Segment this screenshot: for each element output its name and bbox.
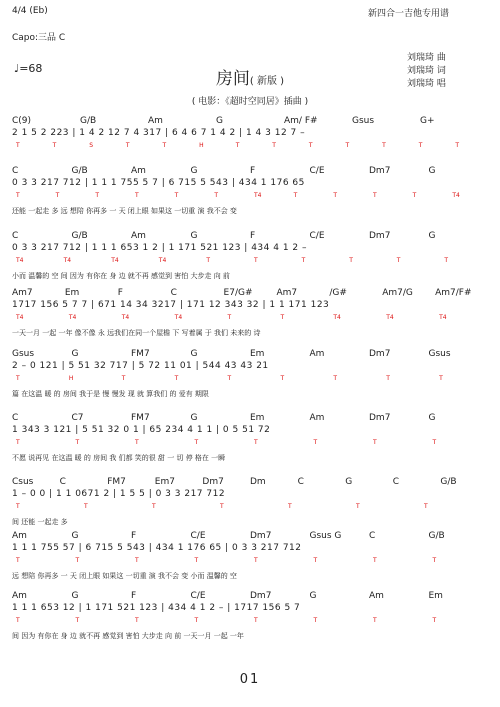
- technique-mark: T: [349, 257, 353, 264]
- chord-symbol: G: [309, 591, 317, 601]
- technique-row: [12, 257, 488, 271]
- chord-symbol: C/E: [309, 231, 325, 241]
- chord-symbol: Dm7: [250, 591, 272, 601]
- chord-symbol: Am: [309, 413, 325, 423]
- chord-symbol: Gsus G: [309, 531, 342, 541]
- technique-mark: T: [386, 375, 390, 382]
- note-row: [12, 425, 488, 439]
- chord-symbol: F: [117, 288, 123, 298]
- lyrics-row: [12, 389, 488, 401]
- lyrics-text: 间 因为 有你在 身 边 就不再 感觉到 害怕 大步走 向 前 一天一月 一起 一年: [12, 632, 244, 640]
- technique-mark: T4: [386, 314, 394, 321]
- technique-mark: T4: [254, 192, 262, 199]
- technique-mark: T: [16, 375, 20, 382]
- technique-mark: T: [220, 503, 224, 510]
- technique-mark: T4: [68, 314, 77, 321]
- chord-symbol: G: [71, 591, 79, 601]
- technique-mark: T: [439, 375, 443, 382]
- lyrics-row: [12, 206, 488, 218]
- chord-symbol: G: [190, 349, 198, 359]
- credit-lyricist: 刘瑞琦 词: [407, 66, 446, 76]
- technique-mark: T: [301, 257, 306, 264]
- technique-mark: T: [194, 439, 199, 446]
- note-row: [12, 300, 488, 314]
- lyrics-text: 还能 一起走 多 远 想陪 你再多 一 天 闭上眼 如果这 一切重 演 我不会 变: [12, 207, 237, 215]
- score-line: [12, 288, 488, 340]
- technique-mark: T: [55, 192, 60, 199]
- chord-symbol: C: [369, 531, 376, 541]
- technique-mark: T: [174, 192, 179, 199]
- chord-symbol: C/E: [190, 591, 206, 601]
- score-line: [12, 349, 488, 401]
- credit-singer: 刘瑞琦 唱: [407, 79, 446, 89]
- score-line: [12, 116, 488, 156]
- technique-mark: T: [382, 142, 386, 149]
- chord-symbol: FM7: [107, 477, 126, 487]
- chord-symbol: E7/G#: [223, 288, 253, 298]
- technique-mark: T: [125, 142, 130, 149]
- chord-symbol: Dm7: [369, 349, 391, 359]
- score-line: [12, 531, 488, 583]
- song-title: [0, 64, 500, 89]
- technique-mark: T: [396, 257, 401, 264]
- chord-symbol: /G#: [329, 288, 347, 298]
- technique-mark: T4: [333, 314, 341, 321]
- technique-mark: T: [280, 375, 285, 382]
- chord-symbol: Am: [131, 166, 146, 176]
- chord-symbol: Dm: [250, 477, 266, 487]
- technique-row: [12, 439, 488, 453]
- technique-mark: T: [84, 503, 88, 510]
- chord-symbol: Em: [250, 413, 265, 423]
- chord-symbol: Em: [250, 349, 265, 359]
- chord-symbol: Am7/F#: [435, 288, 472, 298]
- numbered-notes: 1 – 0 0 | 1 1 0671 2 | 1 5 5 | 0 3 3 217 712: [12, 489, 226, 499]
- chord-row: [12, 591, 488, 603]
- song-title-note: ( 新版 ): [249, 76, 285, 87]
- chord-symbol: Am: [369, 591, 384, 601]
- technique-mark: T: [16, 142, 20, 149]
- chord-row: [12, 231, 488, 243]
- technique-mark: H: [68, 375, 74, 382]
- technique-mark: T: [254, 617, 258, 624]
- chord-row: [12, 413, 488, 425]
- chord-symbol: Csus: [12, 477, 34, 487]
- technique-row: [12, 142, 488, 156]
- numbered-notes: 1 1 1 755 57 | 6 715 5 543 | 434 1 176 65 | 0 3 3 217 712: [12, 543, 302, 553]
- technique-mark: T: [412, 192, 417, 199]
- song-title-text: 房间: [215, 69, 250, 89]
- technique-mark: T: [75, 439, 80, 446]
- chord-symbol: Gsus: [352, 116, 375, 126]
- technique-mark: T: [194, 617, 199, 624]
- technique-mark: T: [206, 257, 211, 264]
- lyrics-text: 间 还能 一起走 多: [12, 518, 68, 526]
- chord-symbol: F: [250, 231, 256, 241]
- technique-mark: T: [333, 375, 337, 382]
- chord-symbol: Em: [428, 591, 443, 601]
- lyrics-text: 一天一月 一起 一年 像不像 永 远我们在同一个屋檐 下 写着属 于 我们 未来的 诗: [12, 329, 261, 337]
- technique-mark: T: [162, 142, 167, 149]
- technique-mark: T: [373, 439, 377, 446]
- chord-symbol: Am: [12, 591, 27, 601]
- technique-mark: T: [16, 617, 20, 624]
- technique-mark: T: [444, 257, 449, 264]
- chord-symbol: Am7: [12, 288, 33, 298]
- publisher: 新四合一吉他专用谱: [368, 9, 450, 19]
- chord-symbol: FM7: [131, 349, 150, 359]
- technique-mark: T: [272, 142, 276, 149]
- note-row: [12, 243, 488, 257]
- technique-mark: T: [254, 439, 258, 446]
- lyrics-text: 远 想陪 你再多 一 天 闭上眼 如果这 一切重 演 我不会 变 小而 温馨的 空: [12, 572, 237, 580]
- chord-symbol: FM7: [131, 413, 150, 423]
- technique-mark: S: [89, 142, 94, 149]
- technique-mark: T: [194, 557, 199, 564]
- technique-mark: T: [455, 142, 460, 149]
- technique-mark: T: [254, 257, 258, 264]
- technique-mark: T4: [16, 314, 24, 321]
- chord-symbol: G/B: [80, 116, 97, 126]
- note-row: [12, 178, 488, 192]
- note-row: [12, 603, 488, 617]
- technique-row: [12, 617, 488, 631]
- chord-symbol: C: [392, 477, 400, 487]
- chord-symbol: G/B: [440, 477, 457, 487]
- technique-mark: T: [16, 439, 20, 446]
- technique-mark: T: [95, 192, 99, 199]
- numbered-notes: 1 343 3 121 | 5 51 32 0 1 | 65 234 4 1 1 | 0 5 51 72: [12, 425, 271, 435]
- chord-symbol: G: [428, 231, 436, 241]
- chord-symbol: G: [190, 231, 198, 241]
- technique-mark: T: [288, 503, 292, 510]
- chord-symbol: C: [170, 288, 177, 298]
- technique-mark: T: [214, 192, 218, 199]
- chord-row: [12, 288, 488, 300]
- technique-mark: H: [199, 142, 204, 149]
- technique-mark: T: [293, 192, 298, 199]
- chord-symbol: Am7: [276, 288, 298, 298]
- lyrics-text: 小而 温馨的 空 间 因为 有你在 身 边 就不再 感觉到 害怕 大步走 向 前: [12, 272, 230, 280]
- technique-mark: T: [333, 192, 337, 199]
- technique-mark: T: [135, 439, 139, 446]
- technique-mark: T: [432, 439, 437, 446]
- chord-row: [12, 349, 488, 361]
- chord-symbol: C(9): [12, 116, 32, 126]
- technique-mark: T: [16, 503, 20, 510]
- chord-symbol: C/E: [309, 166, 325, 176]
- chord-symbol: G: [190, 166, 198, 176]
- technique-mark: T: [280, 314, 285, 321]
- technique-mark: T: [373, 557, 377, 564]
- chord-symbol: Am: [148, 116, 163, 126]
- note-row: [12, 128, 488, 142]
- technique-mark: T: [308, 142, 313, 149]
- technique-mark: T: [432, 557, 437, 564]
- technique-row: [12, 314, 488, 328]
- numbered-notes: 2 1 5 2 223 | 1 4 2 12 7 4 317 | 6 4 6 7 1 4 2 | 1 4 3 12 7 –: [12, 128, 306, 138]
- technique-mark: T: [373, 192, 377, 199]
- technique-mark: T: [313, 617, 318, 624]
- technique-mark: T4: [111, 257, 119, 264]
- chord-symbol: F: [131, 531, 137, 541]
- chord-symbol: F: [131, 591, 137, 601]
- technique-mark: T: [16, 557, 20, 564]
- numbered-notes: 0 3 3 217 712 | 1 1 1 755 5 7 | 6 715 5 543 | 434 1 176 65: [12, 178, 305, 188]
- technique-mark: T: [52, 142, 57, 149]
- technique-mark: T: [254, 557, 258, 564]
- chord-symbol: C/E: [190, 531, 206, 541]
- score-line: [12, 166, 488, 218]
- score-line: [12, 591, 488, 643]
- chord-row: [12, 166, 488, 178]
- chord-symbol: Am7/G: [382, 288, 413, 298]
- technique-mark: T4: [158, 257, 167, 264]
- chord-symbol: Dm7: [369, 413, 391, 423]
- chord-symbol: Em7: [154, 477, 175, 487]
- lyrics-row: [12, 631, 488, 643]
- technique-mark: T: [227, 375, 232, 382]
- lyrics-row: [12, 453, 488, 465]
- note-row: [12, 361, 488, 375]
- score-line: [12, 413, 488, 465]
- numbered-notes: 0 3 3 217 712 | 1 1 1 653 1 2 | 1 171 521 123 | 434 4 1 2 –: [12, 243, 307, 253]
- technique-mark: T4: [63, 257, 72, 264]
- chord-symbol: Dm7: [369, 166, 391, 176]
- chord-row: [12, 531, 488, 543]
- chord-symbol: C: [59, 477, 66, 487]
- score-line: [12, 477, 488, 529]
- chord-symbol: F: [250, 166, 256, 176]
- chord-symbol: C: [297, 477, 304, 487]
- technique-mark: T4: [452, 192, 460, 199]
- technique-mark: T: [135, 192, 139, 199]
- chord-symbol: Am: [12, 531, 27, 541]
- score-line: [12, 231, 488, 283]
- lyrics-row: [12, 517, 488, 529]
- technique-mark: T: [345, 142, 350, 149]
- lyrics-text: 不愿 说再见 在这温 暖 的 房间 我 们都 笑的很 甜 一 切 停 格在 一瞬: [12, 454, 226, 462]
- note-row: [12, 489, 488, 503]
- chord-symbol: Am: [131, 231, 146, 241]
- chord-symbol: G/B: [428, 531, 445, 541]
- technique-mark: T: [16, 192, 20, 199]
- note-row: [12, 543, 488, 557]
- technique-mark: T4: [16, 257, 24, 264]
- chord-symbol: Dm7: [250, 531, 272, 541]
- chord-row: [12, 116, 488, 128]
- technique-mark: T: [235, 142, 240, 149]
- technique-mark: T: [152, 503, 156, 510]
- chord-symbol: Dm7: [202, 477, 224, 487]
- time-signature: 4/4 (Eb): [12, 6, 48, 16]
- numbered-notes: 2 – 0 121 | 5 51 32 717 | 5 72 11 01 | 544 43 43 21: [12, 361, 269, 371]
- chord-symbol: Am: [309, 349, 325, 359]
- chord-symbol: G+: [420, 116, 435, 126]
- chord-symbol: Dm7: [369, 231, 391, 241]
- chord-symbol: G: [71, 349, 79, 359]
- tempo: ♩=68: [14, 62, 43, 75]
- chord-symbol: Am/ F#: [284, 116, 318, 126]
- technique-mark: T4: [439, 314, 447, 321]
- technique-mark: T: [432, 617, 437, 624]
- technique-mark: T: [121, 375, 126, 382]
- numbered-notes: 1 1 1 653 12 | 1 171 521 123 | 434 4 1 2 – | 1717 156 5 7: [12, 603, 301, 613]
- technique-mark: T: [424, 503, 428, 510]
- technique-mark: T: [75, 557, 80, 564]
- technique-mark: T: [313, 439, 318, 446]
- chord-symbol: G: [428, 413, 436, 423]
- chord-symbol: G/B: [71, 166, 88, 176]
- technique-row: [12, 375, 488, 389]
- technique-mark: T: [135, 557, 139, 564]
- technique-mark: T: [75, 617, 80, 624]
- chord-row: [12, 477, 488, 489]
- numbered-notes: 1717 156 5 7 7 | 671 14 34 3217 | 171 12 343 32 | 1 1 171 123: [12, 300, 330, 310]
- technique-mark: T4: [121, 314, 130, 321]
- chord-symbol: G: [71, 531, 79, 541]
- chord-symbol: C: [12, 166, 19, 176]
- technique-mark: T: [418, 142, 423, 149]
- capo-info: Capo:三品 C: [12, 33, 66, 43]
- technique-mark: T: [174, 375, 179, 382]
- lyrics-row: [12, 571, 488, 583]
- song-subtitle: ( 电影：《超时空同居》插曲 ): [191, 97, 309, 107]
- technique-mark: T: [356, 503, 360, 510]
- technique-row: [12, 503, 488, 517]
- chord-symbol: G: [216, 116, 223, 126]
- chord-symbol: C: [12, 413, 19, 423]
- lyrics-row: [12, 328, 488, 340]
- chord-symbol: Em: [64, 288, 80, 298]
- technique-row: [12, 192, 488, 206]
- technique-mark: T: [313, 557, 318, 564]
- technique-mark: T: [373, 617, 377, 624]
- credit-composer: 刘瑞琦 曲: [407, 53, 446, 63]
- chord-symbol: C: [12, 231, 19, 241]
- lyrics-text: 篇 在这温 暖 的 房间 我于是 慢 慢发 现 就 算我们 的 爱有 期限: [12, 390, 209, 398]
- technique-row: [12, 557, 488, 571]
- lyrics-row: [12, 271, 488, 283]
- chord-symbol: G: [345, 477, 353, 487]
- chord-symbol: C7: [71, 413, 84, 423]
- chord-symbol: Gsus: [428, 349, 451, 359]
- page-number: 01: [239, 672, 261, 687]
- technique-mark: T: [135, 617, 139, 624]
- chord-symbol: G: [428, 166, 436, 176]
- technique-mark: T4: [174, 314, 183, 321]
- chord-symbol: G: [190, 413, 198, 423]
- chord-symbol: G/B: [71, 231, 88, 241]
- technique-mark: T: [227, 314, 232, 321]
- chord-symbol: Gsus: [12, 349, 35, 359]
